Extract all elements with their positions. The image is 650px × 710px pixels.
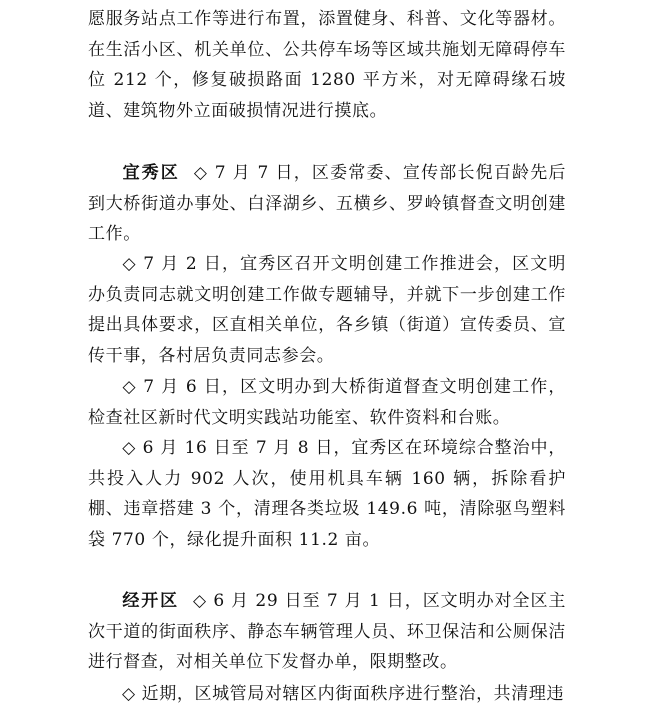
paragraph-facilities — [88, 4, 566, 126]
paragraph-text: ◇ 6 月 29 日至 7 月 1 日，区文明办对全区主次干道的街面秩序、静态车辆管理人员、环卫保洁和公厕保洁进行督查，对相关单位下发督办单，限期整改。 — [88, 591, 567, 672]
paragraph-yixiu-inspection — [88, 158, 566, 250]
paragraph-text: ◇ 6 月 16 日至 7 月 8 日，宜秀区在环境综合整治中，共投入人力 902 人次，使用机具车辆 160 辆，拆除看护棚、违章搭建 3 个，清理各类垃圾 149.6 吨，清除驱鸟塑料袋 770 个，绿化提升面积 11.2 亩。 — [88, 438, 566, 550]
paragraph-jingkai-inspection — [88, 586, 566, 678]
paragraph-text: ◇ 7 月 6 日，区文明办到大桥街道督查文明创建工作，检查社区新时代文明实践站功能室、软件资料和台账。 — [88, 377, 566, 428]
paragraph-yixiu-daqiao — [88, 372, 566, 433]
paragraph-yixiu-environment — [88, 433, 566, 555]
paragraph-text: 愿服务站点工作等进行布置，添置健身、科普、文化等器材。在生活小区、机关单位、公共停车场等区域共施划无障碍停车位 212 个，修复破损路面 1280 平方米，对无障碍缘石坡道、建筑物外立面破损情况进行摸底。 — [88, 9, 566, 121]
paragraph-yixiu-meeting — [88, 249, 566, 371]
district-heading-yixiu: 宜秀区 — [122, 163, 180, 183]
paragraph-text: ◇ 7 月 7 日，区委常委、宣传部长倪百龄先后到大桥街道办事处、白泽湖乡、五横乡、罗岭镇督查文明创建工作。 — [88, 163, 566, 244]
paragraph-text: ◇ 近期，区城管局对辖区内街面秩序进行整治，共清理违 — [122, 684, 565, 704]
paragraph-text: ◇ 7 月 2 日，宜秀区召开文明创建工作推进会，区文明办负责同志就文明创建工作做专题辅导，并就下一步创建工作提出具体要求，区直相关单位，各乡镇（街道）宣传委员、宣传干事，各村居负责同志参会。 — [88, 254, 566, 366]
district-heading-jingkai: 经开区 — [122, 591, 179, 611]
paragraph-jingkai-cleanup — [88, 679, 566, 710]
